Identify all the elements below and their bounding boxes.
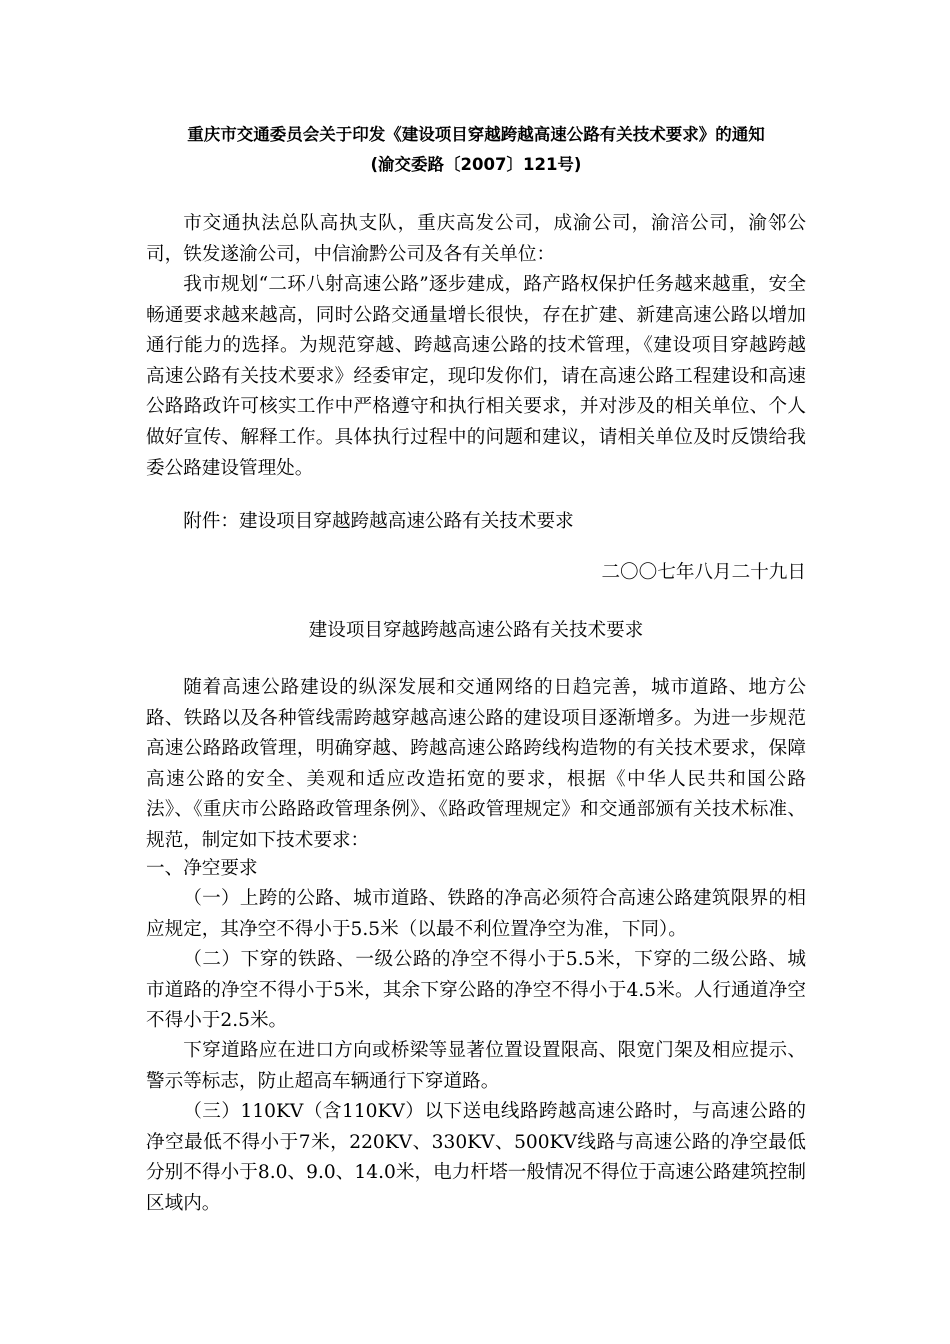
requirement-item-2: （二）下穿的铁路、一级公路的净空不得小于5.5米，下穿的二级公路、城市道路的净空不得小于5米，其余下穿公路的净空不得小于4.5米。人行通道净空不得小于2.5米。 (146, 949, 806, 1032)
requirement-item-1: （一）上跨的公路、城市道路、铁路的净高必须符合高速公路建筑限界的相应规定，其净空不得小于5.5米（以最不利位置净空为准，下同）。 (146, 888, 806, 940)
notice-date: 二〇〇七年八月二十九日 (601, 562, 806, 583)
notice-doc-number: (渝交委路〔2007〕121号) (370, 155, 582, 174)
requirements-title: 建设项目穿越跨越高速公路有关技术要求 (308, 620, 644, 641)
requirements-intro: 随着高速公路建设的纵深发展和交通网络的日趋完善，城市道路、地方公路、铁路以及各种管线需跨越穿越高速公路的建设项目逐渐增多。为进一步规范高速公路路政管理，明确穿越、跨越高速公路跨线构造物的有关技术要求，保障高速公路的安全、美观和适应改造拓宽的要求，根据《中华人民共和国公路法》、《重庆市公路路政管理条例》、《路政管理规定》和交通部颁有关技术标准、规范，制定如下技术要求： (146, 677, 806, 851)
notice-recipients: 市交通执法总队高执支队，重庆高发公司，成渝公司，渝涪公司，渝邻公司，铁发遂渝公司，中信渝黔公司及各有关单位： (146, 213, 806, 265)
notice-body: 我市规划“二环八射高速公路”逐步建成，路产路权保护任务越来越重，安全畅通要求越来越高，同时公路交通量增长很快，存在扩建、新建高速公路以增加通行能力的选择。为规范穿越、跨越高速公路的技术管理，《建设项目穿越跨越高速公路有关技术要求》经委审定，现印发你们，请在高速公路工程建设和高速公路路政许可核实工作中严格遵守和执行相关要求，并对涉及的相关单位、个人做好宣传、解释工作。具体执行过程中的问题和建议，请相关单位及时反馈给我委公路建设管理处。 (146, 274, 806, 479)
requirement-item-2-note: 下穿道路应在进口方向或桥梁等显著位置设置限高、限宽门架及相应提示、警示等标志，防止超高车辆通行下穿道路。 (146, 1040, 806, 1092)
notice-title: 重庆市交通委员会关于印发《建设项目穿越跨越高速公路有关技术要求》的通知 (187, 125, 765, 144)
section1-heading: 一、净空要求 (146, 858, 258, 879)
notice-attachment: 附件：建设项目穿越跨越高速公路有关技术要求 (183, 511, 574, 532)
requirement-item-3: （三）110KV（含110KV）以下送电线路跨越高速公路时，与高速公路的净空最低不得小于7米，220KV、330KV、500KV线路与高速公路的净空最低分别不得小于8.0、9.0、14.0米，电力杆塔一般情况不得位于高速公路建筑控制区域内。 (146, 1101, 806, 1214)
